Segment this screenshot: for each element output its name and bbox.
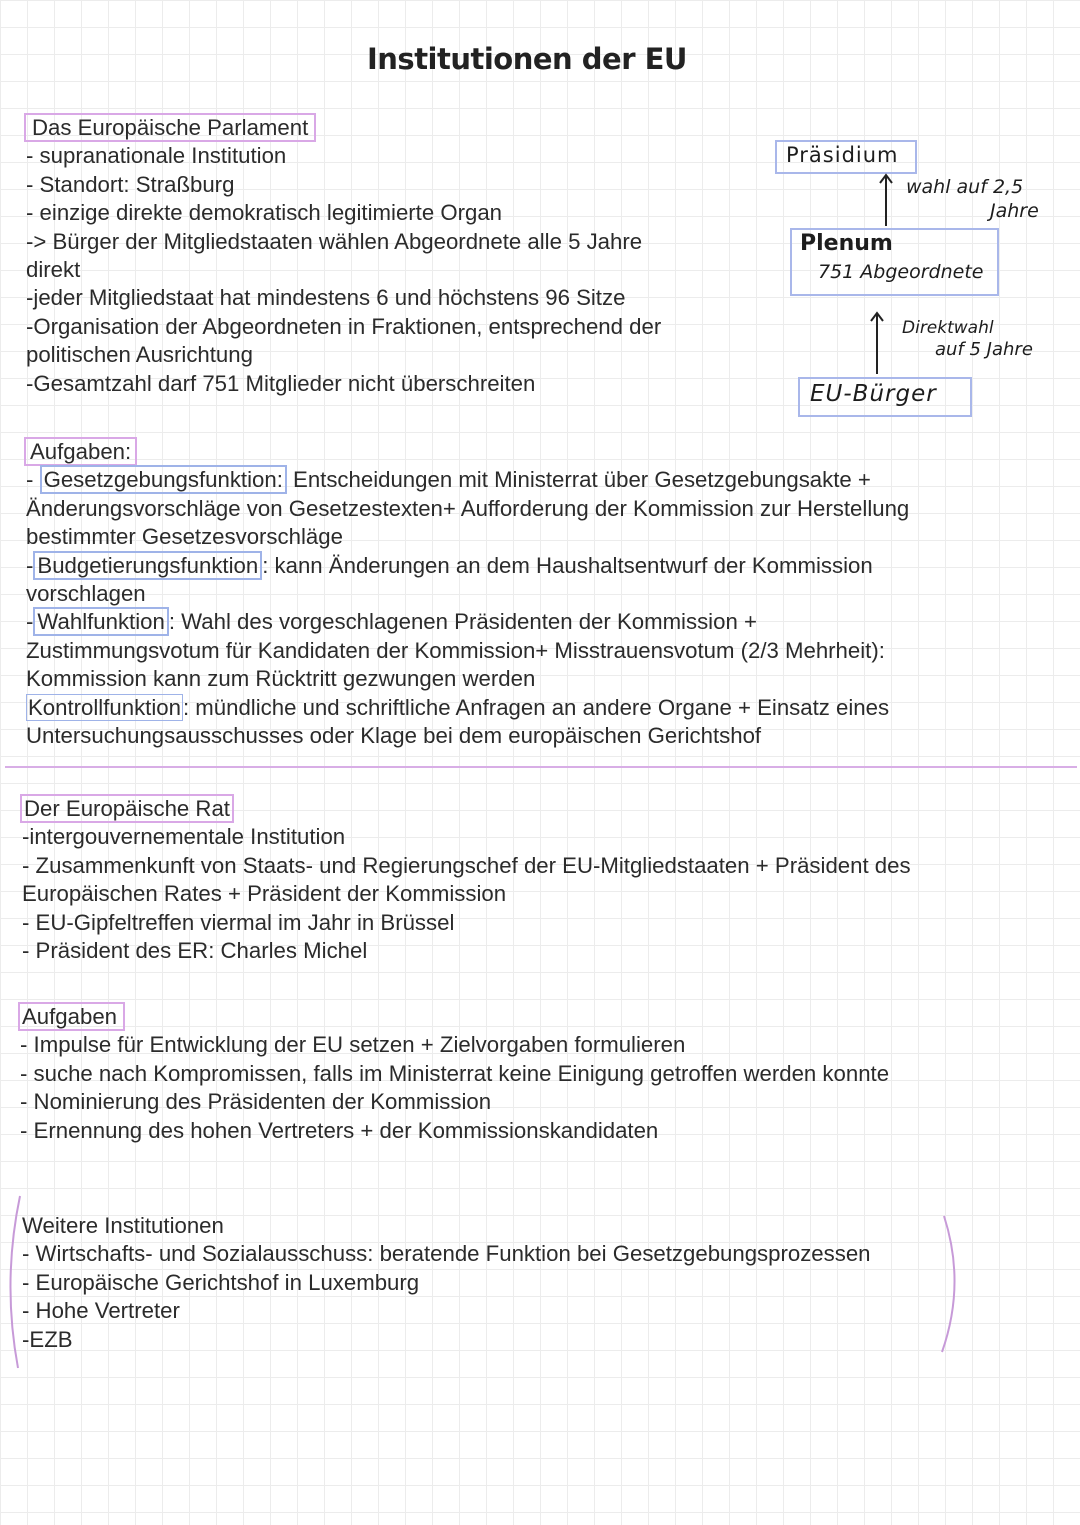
parliament-line: -Gesamtzahl darf 751 Mitglieder nicht überschreiten [26,370,536,396]
parliament-tasks-heading: Aufgaben: [24,437,137,466]
parliament-tasks-section [26,438,909,750]
right-parenthesis-icon [936,1212,964,1356]
parliament-section [26,114,661,398]
plenum-count: 751 Abgeordnete [818,261,984,283]
further-line: - Europäische Gerichtshof in Luxemburg [22,1269,420,1295]
wahl-label-2: Jahre [990,200,1039,222]
further-line: -EZB [22,1326,73,1352]
parliament-line: - einzige direkte demokratisch legitimierte Organ [26,200,503,226]
direktwahl-label-1: Direktwahl [902,318,994,338]
task-line: bestimmter Gesetzesvorschläge [26,524,343,550]
council-section [22,795,911,965]
direktwahl-label-2: auf 5 Jahre [935,339,1033,360]
further-heading: Weitere Institutionen [22,1213,224,1238]
council-tasks-heading: Aufgaben [18,1002,125,1031]
council-line: - Präsident des ER: Charles Michel [22,938,368,964]
buerger-label: EU-Bürger [810,381,937,407]
arrow-up-icon [876,172,896,228]
council-tasks-section [20,1003,889,1145]
further-section [22,1212,871,1354]
task-line: Untersuchungsausschusses oder Klage bei dem europäischen Gerichtshof [26,723,762,749]
council-task-line: - Ernennung des hohen Vertreters + der Kommissionskandidaten [20,1117,659,1143]
council-task-line: - Nominierung des Präsidenten der Kommission [20,1089,492,1115]
left-parenthesis-icon [0,1192,24,1372]
praesidium-label: Präsidium [786,143,899,167]
kontroll-term: Kontrollfunktion [28,694,181,720]
further-line: - Hohe Vertreter [22,1298,180,1324]
parliament-line: - Standort: Straßburg [26,171,235,197]
task-line: vorschlagen [26,581,146,607]
further-line: - Wirtschafts- und Sozialausschuss: beratende Funktion bei Gesetzgebungsprozessen [22,1241,871,1267]
parliament-line: politischen Ausrichtung [26,342,253,368]
task-wahl: - Wahlfunktion : Wahl des vorgeschlagenen Präsidenten der Kommission + [26,609,757,635]
task-line: Änderungsvorschläge von Gesetzestexten+ Aufforderung der Kommission zur Herstellung [26,495,910,521]
task-gesetz: - Gesetzgebungsfunktion: Entscheidungen mit Ministerrat über Gesetzgebungsakte + [26,467,871,493]
task-line: Kommission kann zum Rücktritt gezwungen werden [26,666,536,692]
parliament-line: -jeder Mitgliedstaat hat mindestens 6 und höchstens 96 Sitze [26,285,626,311]
plenum-label: Plenum [800,231,893,256]
council-line: - EU-Gipfeltreffen viermal im Jahr in Brüssel [22,909,455,935]
council-heading: Der Europäische Rat [20,794,234,823]
parliament-line: direkt [26,257,81,283]
council-line: - Zusammenkunft von Staats- und Regierungschef der EU-Mitgliedstaaten + Präsident des [22,852,911,878]
wahl-term: Wahlfunktion [33,607,168,636]
parliament-line: -> Bürger der Mitgliedstaaten wählen Abgeordnete alle 5 Jahre [26,228,643,254]
parliament-line: -Organisation der Abgeordneten in Fraktionen, entsprechend der [26,313,662,339]
section-divider [5,766,1077,768]
parliament-heading: Das Europäische Parlament [24,113,316,142]
parliament-line: - supranationale Institution [26,143,287,169]
council-line: Europäischen Rates + Präsident der Kommission [22,881,507,907]
arrow-up-icon [867,310,887,376]
task-kontroll: Kontrollfunktion: mündliche und schriftliche Anfragen an andere Organe + Einsatz eines [28,694,890,720]
wahl-label-1: wahl auf 2,5 [906,176,1024,198]
council-task-line: - Impulse für Entwicklung der EU setzen + Zielvorgaben formulieren [20,1032,686,1058]
budget-term: Budgetierungsfunktion [33,551,262,580]
page-title: Institutionen der EU [367,42,687,76]
task-budget: - Budgetierungsfunktion : kann Änderungen an dem Haushaltsentwurf der Kommission [26,552,873,578]
task-line: Zustimmungsvotum für Kandidaten der Kommission+ Misstrauensvotum (2/3 Mehrheit): [26,637,885,663]
gesetz-term: Gesetzgebungsfunktion: [40,465,287,494]
council-task-line: - suche nach Kompromissen, falls im Ministerrat keine Einigung getroffen werden konnte [20,1060,890,1086]
council-line: -intergouvernementale Institution [22,824,346,850]
